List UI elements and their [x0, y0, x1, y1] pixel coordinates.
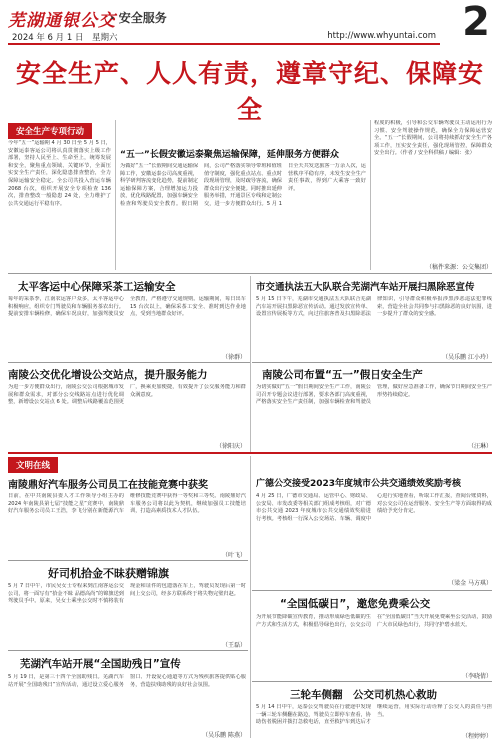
section-divider — [252, 590, 492, 591]
article-free-ride-body: 为开展节能降碳宣传教育，推动形成绿色低碳的生产方式和生活方式，积极倡导绿色出行，公交公司在“全国低碳日”当天开展免费乘坐公交活动，鼓励广大市民绿色出行，共同守护碧水蓝天。 — [256, 614, 492, 628]
article-three-wheel-body: 5 月 14 日中午，运泰公交驾驶员在行驶途中发现一辆三轮车侧翻在路边，驾驶员立即停车查看，协助伤者脱困并拨打急救电话，直至救护车到达后才继续运营，用实际行动诠释了公交人的责任与担当。 — [256, 704, 492, 726]
article-right-top-credit: （稿件来源：公交集团） — [425, 264, 492, 271]
article-three-wheel-headline: 三轮车侧翻 公交司机热心救助 — [290, 689, 437, 701]
section-divider — [252, 681, 492, 682]
article-guangde-body: 4 月 25 日，广德市交通局、运管中心、财政局、公安局、市发改委等相关部门组成考核组，对广德市公共交通 2023 年度城市公共交通绩效奖励进行考核。考核组一行深入公交场站、车辆、调度中心进行实地查看，听取工作汇报，查阅台账资料，对公交公司在运营服务、安全生产等方面取得的成绩给予充分肯定。 — [256, 493, 492, 522]
article-holiday-credit: （汪琳） — [467, 443, 492, 450]
article-award-credit: （叶飞） — [221, 552, 246, 559]
section-divider — [252, 362, 492, 363]
article-holiday-body: 为切实做好“五一”假日期间安全生产工作，南陵公司召开专题会议进行部署，要求各部门高度重视，严格落实安全生产责任制，加强车辆检查和驾驶员管理，做好应急准备工作，确保节日期间安全生产形势持续稳定。 — [256, 384, 492, 406]
article-guangde-credit: （梁金 马方琪） — [448, 580, 492, 587]
page-number: 2 — [462, 0, 490, 45]
website-url[interactable]: http://www.whyuntai.com — [327, 31, 436, 41]
section-tag-safety: 安全生产专项行动 — [8, 123, 92, 139]
section-divider — [8, 560, 248, 561]
column-divider — [370, 120, 371, 270]
column-divider — [250, 456, 251, 738]
article-good-deed-body: 5 月 7 日中午，市民吴女士专程来到江南客运公交公司，将一面写有“拾金不昧 品德高尚”的锦旗送到驾驶员手中。原来，吴女士乘坐公交时不慎将装有现金和证件的包遗落在车上，驾驶员发现后第一时间上交公司，经多方联系终于将失物完璧归赵。 — [8, 583, 246, 605]
section-divider — [8, 362, 250, 363]
article-good-deed-headline: 好司机拾金不昧获赠锦旗 — [48, 567, 169, 580]
article-right-top-body: 程度的积极，引导和公交车辆驾驶员主动运用行为习惯、安全驾驶操作规范，确保全力保障运营安全。“五一”长假期间，公司将持续抓好安全生产各项工作，压实安全责任，强化现场管控，保障群众安全出行。（作者 / 安全科供稿 / 编辑：张） — [374, 120, 492, 157]
article-tea-credit: （徐群） — [221, 354, 246, 361]
article-disabled-headline: 芜湖汽车站开展“全国助残日”宣传 — [20, 658, 181, 670]
article-award-headline: 南陵鼎好汽车服务公司员工在技能竞赛中获奖 — [8, 480, 208, 491]
article-guangde-headline: 广德公交接受2023年度城市公共交通绩效奖励考核 — [256, 479, 462, 489]
article-law-headline: 市交通执法五大队联合芜湖汽车站开展扫黑除恶宣传 — [256, 282, 475, 293]
article-tea-headline: 太平客运中心保障采茶工运输安全 — [18, 281, 176, 293]
section-divider — [8, 650, 248, 651]
article-holiday-headline: 南陵公司布置“五一”假日安全生产 — [262, 369, 423, 381]
article-award-body: 日前，在中共南陵县委人才工作领导小组主办的 2024 年南陵县第七届“技能之星”竞赛中，南陵鼎好汽车服务公司员工王浩，李飞分别在新能源汽车维修技能竞赛中获得一等奖和三等奖。南陵鼎好汽车服务公司将以此为契机，继续加强员工技能培训，打造高素质技术人才队伍。 — [8, 493, 246, 515]
article-three-wheel-credit: （程婷婷） — [461, 733, 492, 740]
article-free-ride-headline: “全国低碳日”，邀您免费乘公交 — [280, 598, 431, 610]
section-tag-culture: 文明在线 — [8, 457, 58, 473]
article-intro-body: 今年“五一”运输期 4 月 30 日至 5 月 5 日，安徽运泰客运公司将认真贯彻落实上级工作部署，坚持人民至上、生命至上，统筹发展和安全，聚焦重点领域、关键环节，全面压实安全生产责任，深化隐患排查整治，全力保障运输安全稳定。全公司共投入营运车辆 2068 台次，组织开展安全专项检查 136 次，排查整改一般隐患 24 处，全力维护了公共交通运行平稳有序。 — [8, 140, 111, 207]
article-disabled-body: 5 月 19 日，是第三十四个全国助残日。芜湖汽车站开展“全国助残日”宣传活动，通过设立爱心服务窗口、开设爱心通道等方式为残疾旅客提供贴心服务，营造扶残助残的良好社会氛围。 — [8, 674, 246, 688]
article-disabled-credit: （吴乐鹏 陈燕） — [202, 732, 246, 739]
article-free-ride-credit: （李晓倩） — [461, 673, 492, 680]
newspaper-title: 芜湖通银公交 — [8, 11, 116, 31]
article-may-day-body: 为做好“五一”长假期间交通运输保障工作，安徽运泰公司高度重视，科学研判客流变化趋势，提前制定运输保障方案，合理增加运力投放，优化线路配置，加强车辆安全检查和驾驶员安全教育。假日期间，公司严格落实领导带班和值班值守制度，强化重点站点、重点时段现场管理，及时疏导客流，确保群众出行安全便捷。同时推出延伸服务举措，开通景区专线和定制公交，进一步方便群众出行。5 月 1 日全天共发送旅客一万余人次，运营秩序平稳有序，未发生安全生产责任事故，得到广大乘客一致好评。 — [120, 163, 366, 207]
date-line — [8, 31, 440, 45]
article-law-credit: （吴乐鹏 江小玲） — [442, 354, 492, 361]
article-tea-body: 每年的采茶季，江南农运客户众多，太平客运中心积极响应，组织专门驾驶员和车辆服务茶农出行。提前安排车辆检修，确保车况良好，加强驾驶员安全教育，严格遵守交通规则。运输期间，每日出车 15 台次以上，确保采茶工安全、准时到达作业地点，受到当地群众好评。 — [8, 296, 246, 318]
article-law-body: 5 月 15 日下午，芜湖市交通执法五大队联合芜湖汽车站开展扫黑除恶宣传活动。通过发放宣传单、设置宣传展板等方式，向过往旅客普及扫黑除恶法律知识，引导群众积极举报涉黑涉恶违法犯罪线索，营造全社会共同参与扫黑除恶的良好氛围，进一步提升了群众的安全感。 — [256, 296, 492, 318]
article-bus-stop-body: 为进一步方便群众出行，南陵公交公司根据城市发展和群众需求，对部分公交线路站点进行优化调整，新增设公交站点 6 处。调整后线路覆盖范围更广，换乘更加便捷，有效提升了公交服务能力和群众满意度。 — [8, 384, 246, 406]
section-divider — [8, 273, 492, 274]
section-divider — [8, 452, 492, 454]
section-label: · 安全服务 — [110, 11, 167, 25]
column-divider — [115, 120, 116, 270]
article-bus-stop-headline: 南陵公交优化增设公交站点，提升服务能力 — [8, 369, 208, 381]
issue-date: 2024 年 6 月 1 日 星期六 — [12, 33, 118, 43]
article-bus-stop-credit: （徐阳庆） — [215, 443, 246, 450]
article-good-deed-credit: （王磊） — [221, 642, 246, 649]
safety-banner: 安全生产、人人有责，遵章守纪、保障安全 — [15, 59, 484, 124]
article-may-day-headline: “五一”长假安徽运泰聚焦运输保障，延伸服务方便群众 — [120, 150, 339, 160]
column-divider — [250, 276, 251, 452]
